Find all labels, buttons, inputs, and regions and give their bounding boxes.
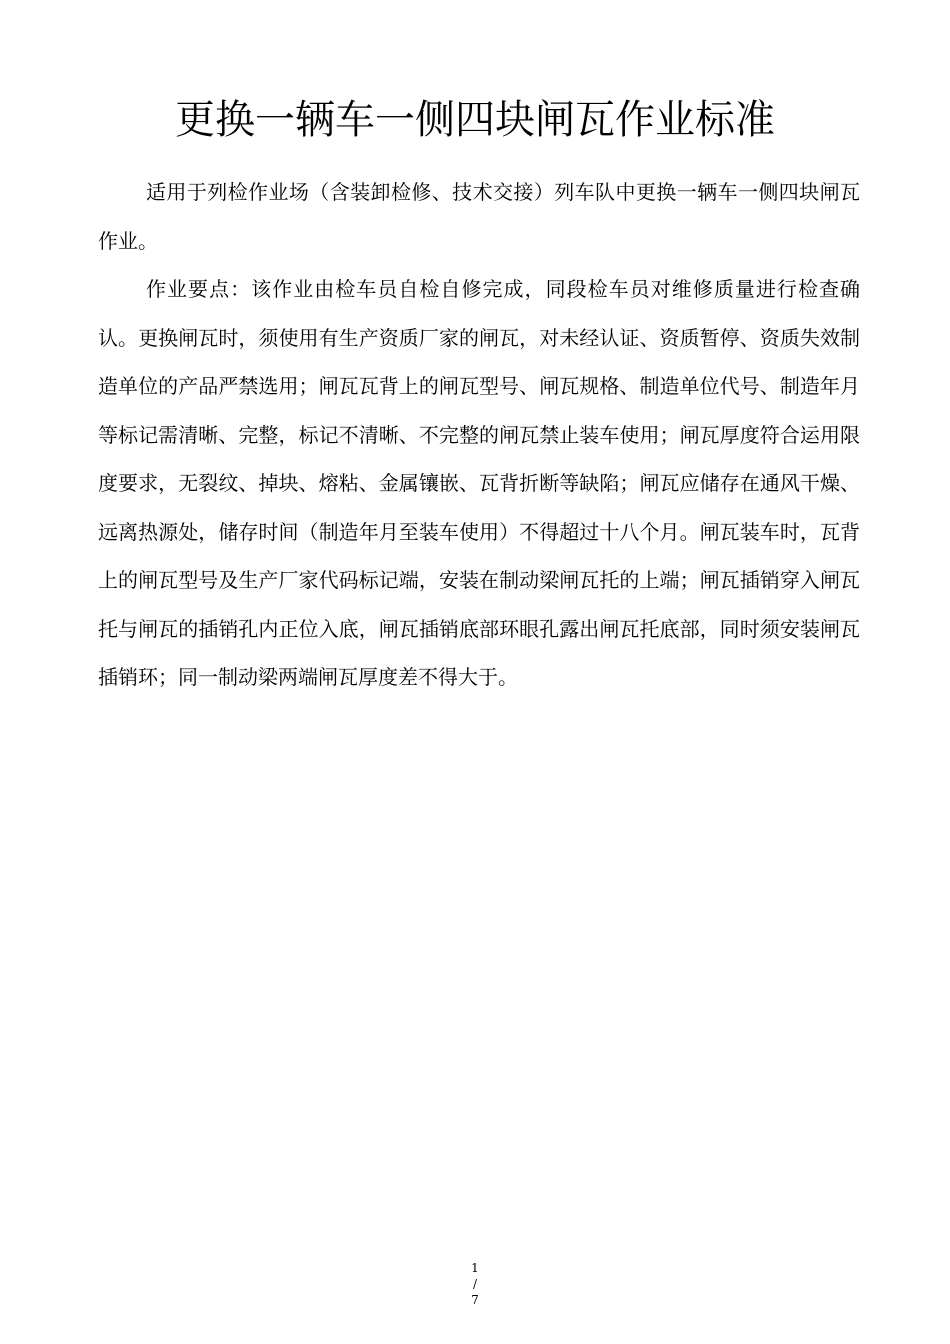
paragraph-scope: 适用于列检作业场（含装卸检修、技术交接）列车队中更换一辆车一侧四块闸瓦作业。 xyxy=(98,180,860,253)
document-body xyxy=(98,168,860,702)
paragraph-key-points: 作业要点：该作业由检车员自检自修完成，同段检车员对维修质量进行检查确认。更换闸瓦时，须使用有生产资质厂家的闸瓦，对未经认证、资质暂停、资质失效制造单位的产品严禁选用；闸瓦瓦背上的闸瓦型号、闸瓦规格、制造单位代号、制造年月等标记需清晰、完整，标记不清晰、不完整的闸瓦禁止装车使用；闸瓦厚度符合运用限度要求，无裂纹、掉块、熔粘、金属镶嵌、瓦背折断等缺陷；闸瓦应储存在通风干燥、远离热源处，储存时间（制造年月至装车使用）不得超过十八个月。闸瓦装车时，瓦背上的闸瓦型号及生产厂家代码标记端，安装在制动梁闸瓦托的上端；闸瓦插销穿入闸瓦托与闸瓦的插销孔内正位入底，闸瓦插销底部环眼孔露出闸瓦托底部，同时须安装闸瓦插销环；同一制动梁两端闸瓦厚度差不得大于。 xyxy=(98,277,860,689)
page-number-current: 1 xyxy=(471,1261,479,1275)
document-title: 更换一辆车一侧四块闸瓦作业标准 xyxy=(175,97,775,143)
page-number-separator: / xyxy=(472,1277,478,1291)
page-number-total: 7 xyxy=(471,1293,479,1307)
page-number xyxy=(455,1260,495,1308)
